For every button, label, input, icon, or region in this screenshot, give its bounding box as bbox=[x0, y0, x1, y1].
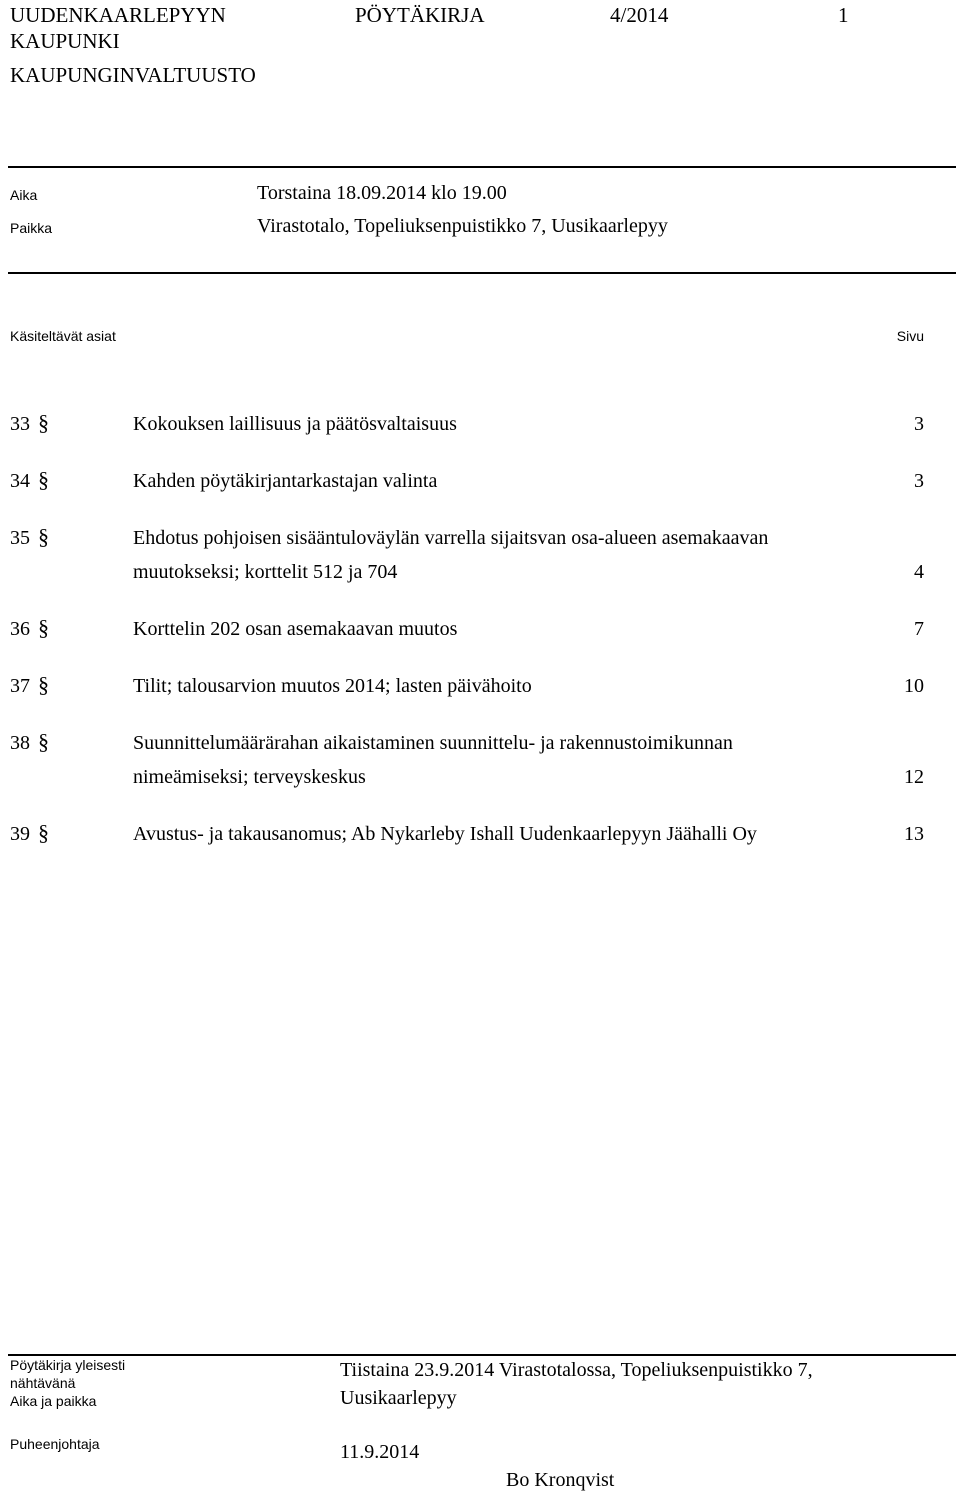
item-number: 36 bbox=[10, 618, 30, 640]
item-number: 35 bbox=[10, 527, 30, 549]
item-number: 34 bbox=[10, 470, 30, 492]
section-symbol: § bbox=[38, 820, 49, 845]
section-symbol: § bbox=[38, 672, 49, 697]
document-number: 4/2014 bbox=[610, 3, 669, 27]
item-number: 33 bbox=[10, 413, 30, 435]
item-page: 3 bbox=[914, 413, 924, 435]
public-notice-label-line3: Aika ja paikka bbox=[10, 1393, 97, 1409]
item-title: Kahden pöytäkirjantarkastajan valinta bbox=[133, 470, 438, 492]
item-page: 10 bbox=[904, 675, 924, 697]
organization-body: KAUPUNGINVALTUUSTO bbox=[10, 63, 256, 87]
item-title-continued: nimeämiseksi; terveyskeskus bbox=[133, 766, 366, 788]
item-title-continued: muutokseksi; korttelit 512 ja 704 bbox=[133, 561, 398, 583]
agenda-heading: Käsiteltävät asiat bbox=[10, 328, 116, 344]
public-notice-label-line2: nähtävänä bbox=[10, 1375, 76, 1391]
footer-divider bbox=[8, 1354, 956, 1356]
public-notice-value-line1: Tiistaina 23.9.2014 Virastotalossa, Topeliuksenpuistikko 7, bbox=[340, 1359, 813, 1381]
section-symbol: § bbox=[38, 729, 49, 754]
public-notice-label-line1: Pöytäkirja yleisesti bbox=[10, 1357, 126, 1373]
item-title: Ehdotus pohjoisen sisääntuloväylän varrella sijaitsvan osa-alueen asemakaavan bbox=[133, 527, 769, 549]
place-label: Paikka bbox=[10, 220, 53, 236]
time-label: Aika bbox=[10, 187, 38, 203]
section-symbol: § bbox=[38, 615, 49, 640]
chair-label: Puheenjohtaja bbox=[10, 1436, 100, 1452]
place-value: Virastotalo, Topeliuksenpuistikko 7, Uusikaarlepyy bbox=[257, 215, 668, 237]
item-page: 3 bbox=[914, 470, 924, 492]
item-page: 12 bbox=[904, 766, 924, 788]
item-title: Korttelin 202 osan asemakaavan muutos bbox=[133, 618, 458, 640]
item-title: Avustus- ja takausanomus; Ab Nykarleby Ishall Uudenkaarlepyyn Jäähalli Oy bbox=[133, 823, 757, 845]
meeting-divider bbox=[8, 272, 956, 274]
item-title: Kokouksen laillisuus ja päätösvaltaisuus bbox=[133, 413, 457, 435]
item-number: 37 bbox=[10, 675, 30, 697]
organization-name-line2: KAUPUNKI bbox=[10, 29, 120, 53]
item-page: 7 bbox=[914, 618, 924, 640]
chair-name: Bo Kronqvist bbox=[506, 1469, 615, 1491]
public-notice-value-line2: Uusikaarlepyy bbox=[340, 1387, 457, 1409]
item-number: 38 bbox=[10, 732, 30, 754]
section-symbol: § bbox=[38, 467, 49, 492]
item-title: Tilit; talousarvion muutos 2014; lasten päivähoito bbox=[133, 675, 532, 697]
page-column-heading: Sivu bbox=[896, 328, 924, 344]
organization-name-line1: UUDENKAARLEPYYN bbox=[10, 3, 226, 27]
document-type: PÖYTÄKIRJA bbox=[355, 3, 485, 27]
time-value: Torstaina 18.09.2014 klo 19.00 bbox=[257, 182, 507, 204]
chair-signature-date: 11.9.2014 bbox=[340, 1441, 420, 1463]
section-symbol: § bbox=[38, 524, 49, 549]
header-divider bbox=[8, 166, 956, 168]
item-page: 4 bbox=[914, 561, 924, 583]
item-page: 13 bbox=[904, 823, 924, 845]
item-number: 39 bbox=[10, 823, 30, 845]
section-symbol: § bbox=[38, 410, 49, 435]
page-number: 1 bbox=[838, 3, 849, 27]
item-title: Suunnittelumäärärahan aikaistaminen suunnittelu- ja rakennustoimikunnan bbox=[133, 732, 733, 754]
